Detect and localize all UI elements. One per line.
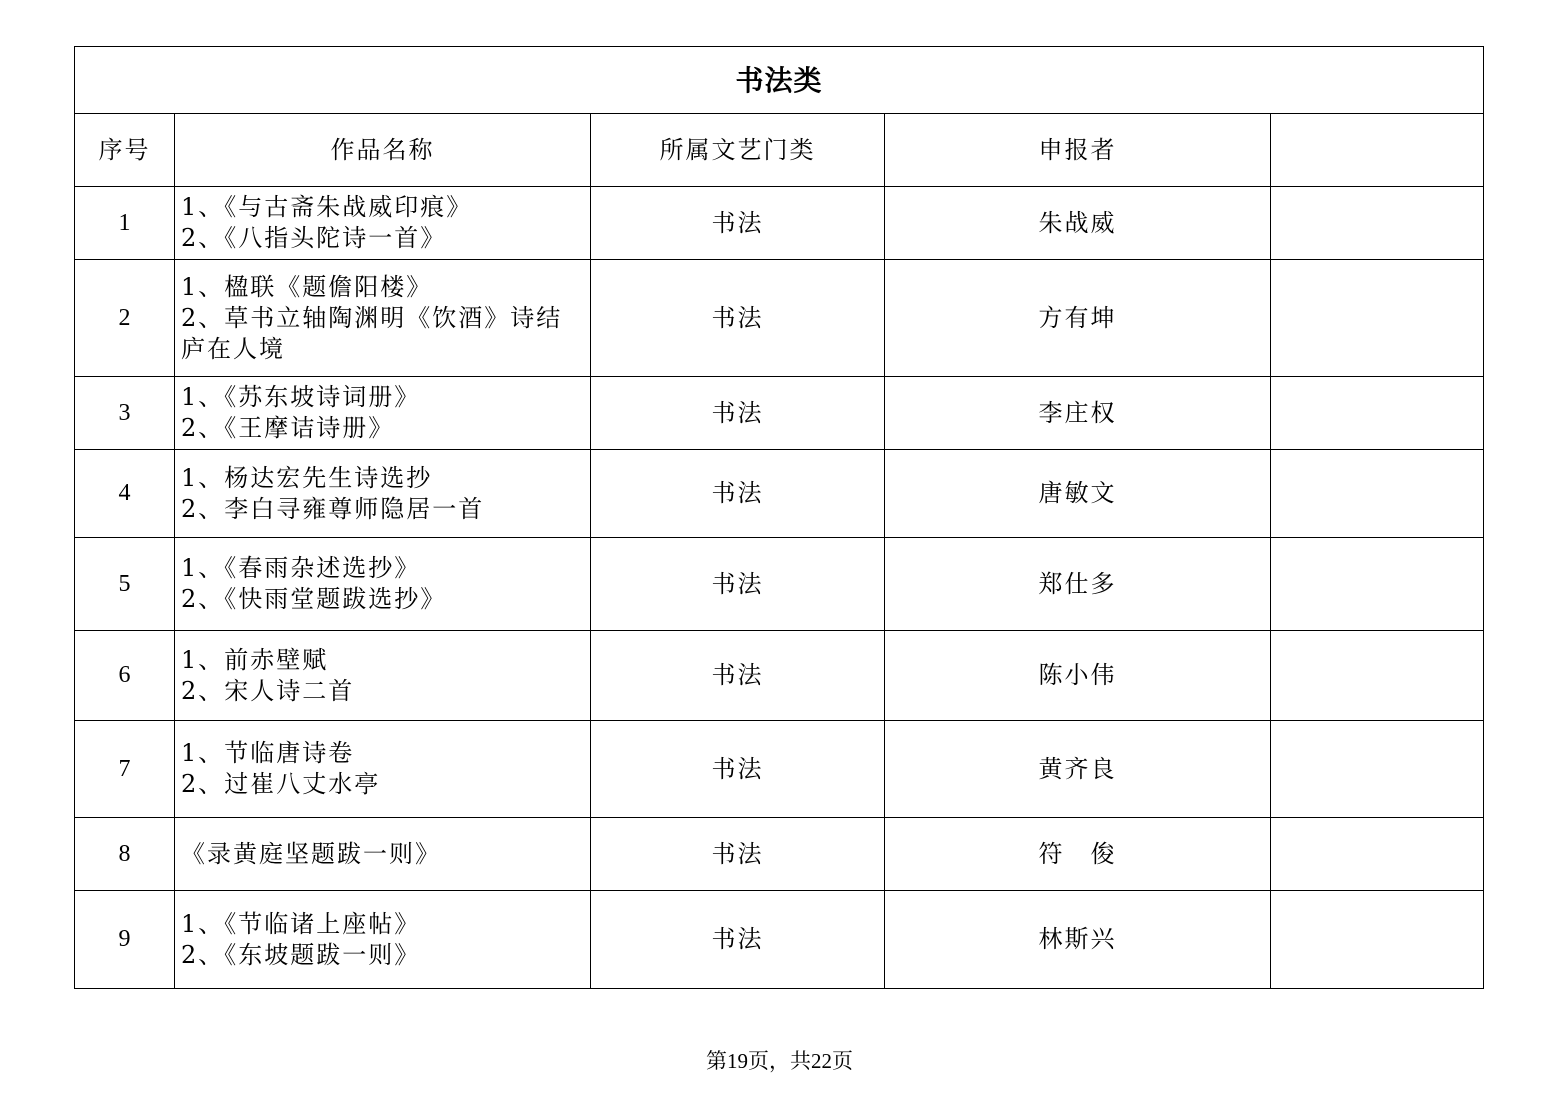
- row-extra: [1271, 450, 1484, 538]
- work-title: 2、过崔八丈水亭: [181, 770, 381, 798]
- header-extra: [1271, 114, 1484, 187]
- header-work-name: 作品名称: [175, 114, 591, 187]
- work-title: 1、《与古斋朱战威印痕》: [181, 193, 473, 221]
- work-title: 1、《春雨杂述选抄》: [181, 554, 421, 582]
- table-row: [75, 538, 1484, 631]
- row-category: 书法: [591, 450, 885, 538]
- row-applicant: 陈小伟: [885, 631, 1271, 721]
- row-category: 书法: [591, 721, 885, 818]
- table-title: 书法类: [75, 47, 1484, 114]
- work-title: 2、《东坡题跋一则》: [181, 940, 421, 969]
- table-row: [75, 187, 1484, 260]
- table-title-row: [75, 47, 1484, 114]
- row-extra: [1271, 260, 1484, 377]
- row-category: 书法: [591, 538, 885, 631]
- row-category: 书法: [591, 818, 885, 891]
- row-category: 书法: [591, 631, 885, 721]
- table-row: [75, 818, 1484, 891]
- work-title: 2、《王摩诘诗册》: [181, 414, 395, 442]
- table-header-row: [75, 114, 1484, 187]
- row-applicant: 郑仕多: [885, 538, 1271, 631]
- row-applicant: 唐敏文: [885, 450, 1271, 538]
- row-index: 4: [75, 450, 175, 538]
- work-title: 1、节临唐诗卷: [181, 739, 355, 767]
- row-index: 6: [75, 631, 175, 721]
- table-row: [75, 721, 1484, 818]
- row-category: 书法: [591, 891, 885, 989]
- row-works: [175, 260, 591, 377]
- table-row: [75, 450, 1484, 538]
- page-footer: [0, 1045, 1559, 1075]
- row-category: 书法: [591, 260, 885, 377]
- footer-suffix: 页: [832, 1049, 853, 1073]
- table-row: [75, 891, 1484, 989]
- row-extra: [1271, 818, 1484, 891]
- table-body: [75, 187, 1484, 989]
- footer-prefix: 第: [706, 1049, 727, 1073]
- row-applicant: 朱战威: [885, 187, 1271, 260]
- calligraphy-table: [74, 46, 1484, 989]
- row-extra: [1271, 538, 1484, 631]
- row-works: [175, 891, 591, 989]
- footer-total-pages: 22: [811, 1049, 832, 1073]
- work-title: 《录黄庭坚题跋一则》: [181, 839, 441, 868]
- row-works: [175, 377, 591, 450]
- row-applicant: 林斯兴: [885, 891, 1271, 989]
- row-works: [175, 631, 591, 721]
- row-works: [175, 450, 591, 538]
- row-applicant: 黄齐良: [885, 721, 1271, 818]
- footer-middle: 页，共: [748, 1049, 811, 1073]
- row-applicant: 李庄权: [885, 377, 1271, 450]
- row-applicant: 方有坤: [885, 260, 1271, 377]
- row-extra: [1271, 721, 1484, 818]
- table-row: [75, 631, 1484, 721]
- work-title: 1、《节临诸上座帖》: [181, 909, 421, 938]
- row-index: 2: [75, 260, 175, 377]
- work-title: 2、李白寻雍尊师隐居一首: [181, 494, 485, 523]
- footer-page-number: 19: [727, 1049, 748, 1073]
- work-title: 2、宋人诗二首: [181, 676, 355, 705]
- row-index: 9: [75, 891, 175, 989]
- work-title: 1、杨达宏先生诗选抄: [181, 463, 433, 492]
- row-applicant: 符 俊: [885, 818, 1271, 891]
- table-row: [75, 377, 1484, 450]
- work-title: 2、《八指头陀诗一首》: [181, 224, 447, 252]
- row-category: 书法: [591, 187, 885, 260]
- work-title: 1、楹联《题儋阳楼》: [181, 272, 433, 301]
- work-title: 2、草书立轴陶渊明《饮酒》诗结庐在人境: [181, 303, 563, 363]
- work-title: 1、《苏东坡诗词册》: [181, 383, 421, 411]
- table-row: [75, 260, 1484, 377]
- row-index: 3: [75, 377, 175, 450]
- row-extra: [1271, 187, 1484, 260]
- work-title: 2、《快雨堂题跋选抄》: [181, 585, 447, 613]
- row-extra: [1271, 891, 1484, 989]
- header-category: 所属文艺门类: [591, 114, 885, 187]
- row-extra: [1271, 631, 1484, 721]
- header-index: 序号: [75, 114, 175, 187]
- row-index: 1: [75, 187, 175, 260]
- row-extra: [1271, 377, 1484, 450]
- row-works: [175, 721, 591, 818]
- row-category: 书法: [591, 377, 885, 450]
- row-index: 5: [75, 538, 175, 631]
- row-works: [175, 538, 591, 631]
- row-works: [175, 818, 591, 891]
- work-title: 1、前赤壁赋: [181, 645, 329, 674]
- header-applicant: 申报者: [885, 114, 1271, 187]
- row-index: 8: [75, 818, 175, 891]
- row-works: [175, 187, 591, 260]
- row-index: 7: [75, 721, 175, 818]
